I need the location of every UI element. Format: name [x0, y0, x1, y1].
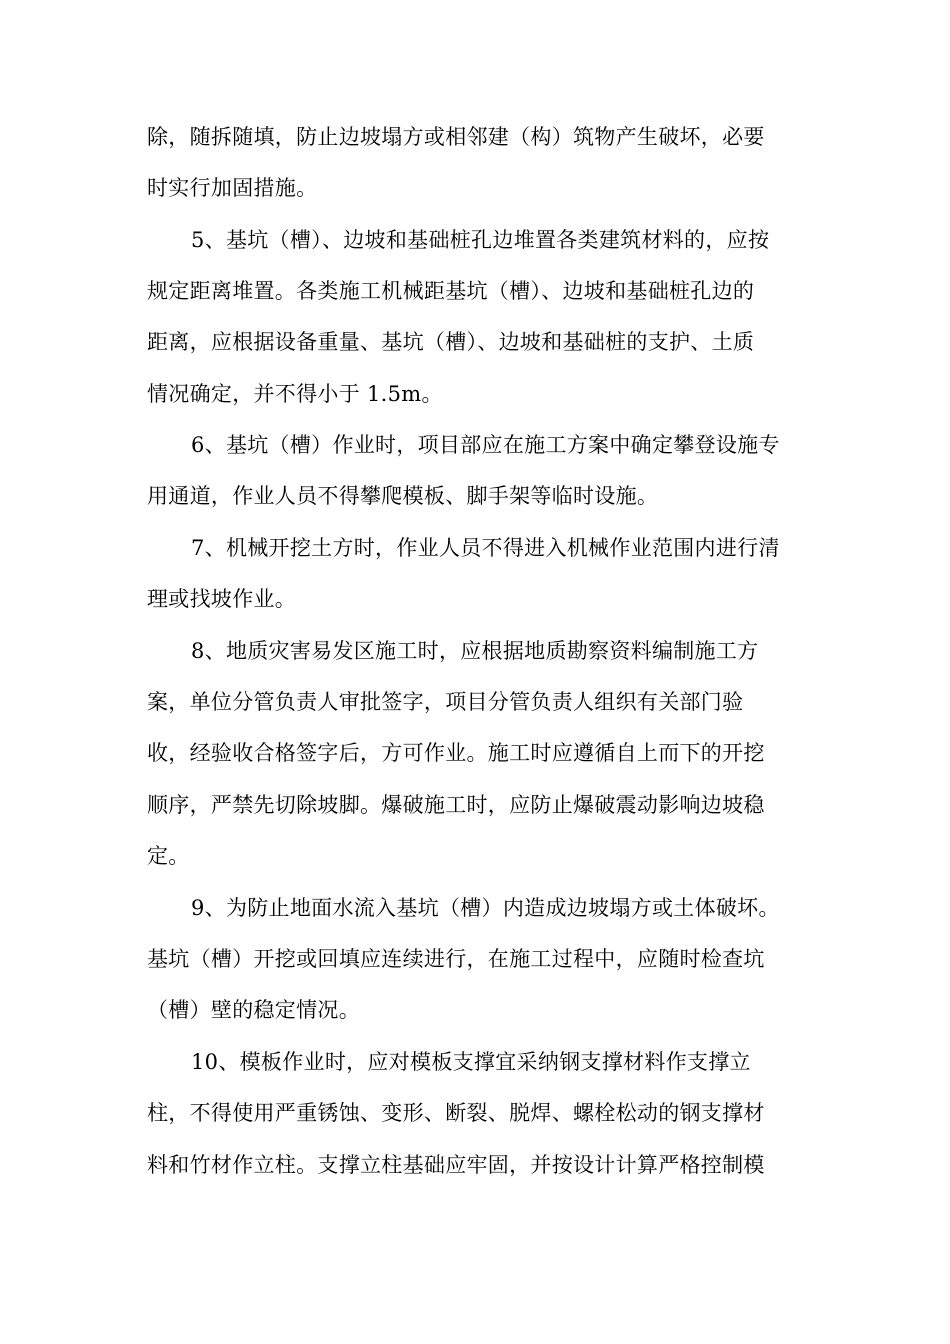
text-line: 除，随拆随填，防止边坡塌方或相邻建（构）筑物产生破坏，必要 [147, 125, 765, 149]
paragraph-8-start: 8、地质灾害易发区施工时，应根据地质勘察资料编制施工方 [191, 639, 759, 663]
text-line: 案，单位分管负责人审批签字，项目分管负责人组织有关部门验 [147, 690, 744, 714]
paragraph-7-start: 7、机械开挖土方时，作业人员不得进入机械作业范围内进行清 [191, 536, 780, 560]
text-line: 收，经验收合格签字后，方可作业。施工时应遵循自上而下的开挖 [147, 741, 765, 765]
text-line: 顺序，严禁先切除坡脚。爆破施工时，应防止爆破震动影响边坡稳 [147, 793, 765, 817]
paragraph-10-start: 10、模板作业时，应对模板支撑宜采纳钢支撑材料作支撑立 [191, 1050, 751, 1074]
text-line: 理或找坡作业。 [147, 587, 297, 611]
text-line: 料和竹材作立柱。支撑立柱基础应牢固，并按设计计算严格控制模 [147, 1153, 765, 1177]
text-line: 基坑（槽）开挖或回填应连续进行，在施工过程中，应随时检查坑 [147, 947, 765, 971]
text-line: 时实行加固措施。 [147, 176, 318, 200]
paragraph-5-start: 5、基坑（槽）、边坡和基础桩孔边堆置各类建筑材料的，应按 [191, 228, 770, 252]
text-line: （槽）壁的稳定情况。 [147, 998, 360, 1022]
text-line: 规定距离堆置。各类施工机械距基坑（槽）、边坡和基础桩孔边的 [147, 279, 755, 303]
paragraph-9-start: 9、为防止地面水流入基坑（槽）内造成边坡塌方或土体破坏。 [191, 896, 780, 920]
text-line: 用通道，作业人员不得攀爬模板、脚手架等临时设施。 [147, 484, 659, 508]
text-line: 定。 [147, 844, 190, 868]
text-line: 距离，应根据设备重量、基坑（槽）、边坡和基础桩的支护、土质 [147, 330, 755, 354]
paragraph-6-start: 6、基坑（槽）作业时，项目部应在施工方案中确定攀登设施专 [191, 433, 780, 457]
text-line: 柱，不得使用严重锈蚀、变形、断裂、脱焊、螺栓松动的钢支撑材 [147, 1101, 765, 1125]
text-line: 情况确定，并不得小于 1.5m。 [147, 382, 443, 406]
